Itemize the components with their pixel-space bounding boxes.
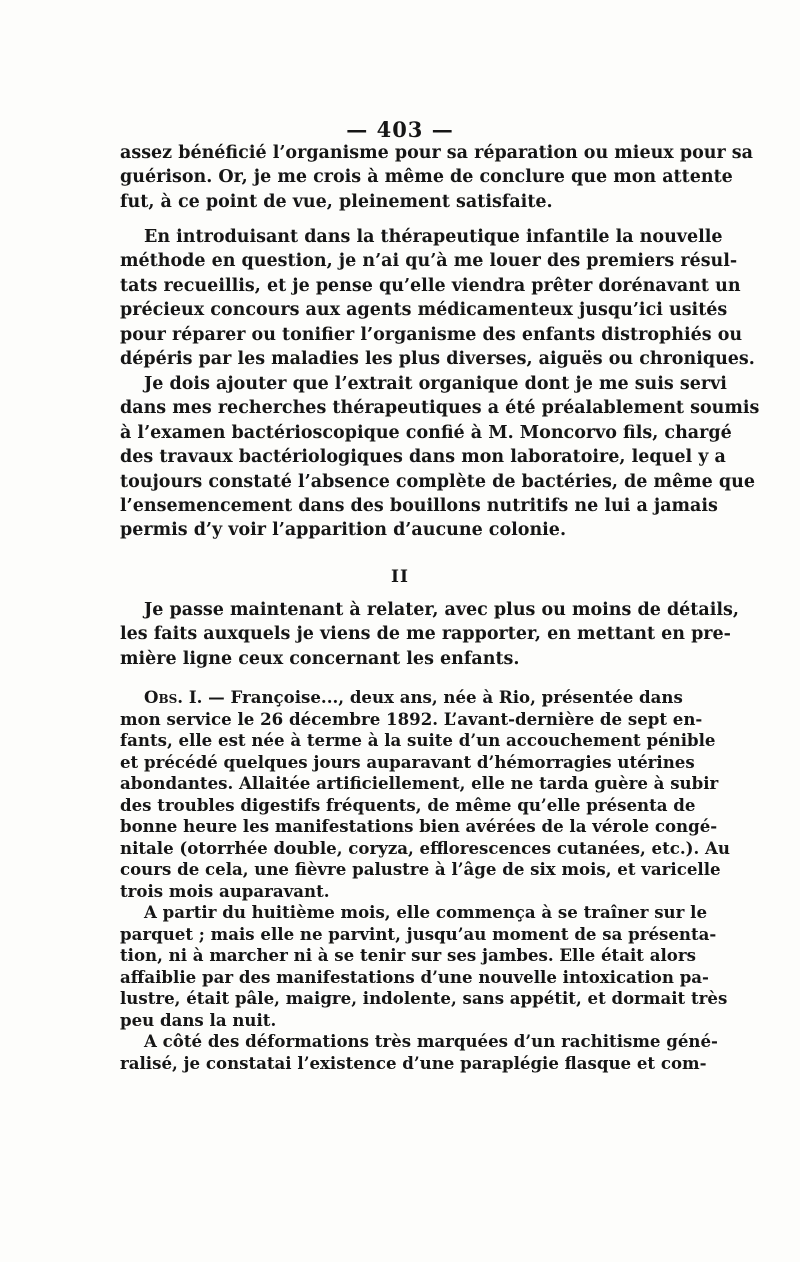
text-line: Je dois ajouter que l’extrait organique dont je me suis servi xyxy=(144,374,727,394)
page-number: — 403 — xyxy=(346,117,454,142)
text-line: guérison. Or, je me crois à même de conclure que mon attente xyxy=(120,167,733,188)
text-line: toujours constaté l’absence complète de bactéries, de même que xyxy=(120,471,755,492)
text-line: assez bénéficié l’organisme pour sa réparation ou mieux pour sa xyxy=(120,143,753,163)
text-line: A côté des déformations très marquées d’un rachitisme géné- xyxy=(144,1031,718,1051)
text-line: permis d’y voir l’apparition d’aucune colonie. xyxy=(120,520,567,541)
text-line: cours de cela, une fièvre palustre à l’âge de six mois, et varicelle xyxy=(120,859,721,879)
text-line: mon service le 26 décembre 1892. L’avant-dernière de sept en- xyxy=(120,708,703,729)
text-line: tats recueillis, et je pense qu’elle viendra prêter dorénavant un xyxy=(120,275,741,296)
text-line: dans mes recherches thérapeutiques a été préalablement soumis xyxy=(120,398,760,419)
paragraph-new-method xyxy=(120,225,755,371)
text-line: dépéris par les maladies les plus diverses, aiguës ou chroniques. xyxy=(120,349,755,370)
text-line: fants, elle est née à terme à la suite d’un accouchement pénible xyxy=(120,730,716,750)
text-line: et précédé quelques jours auparavant d’hémorragies utérines xyxy=(120,751,695,772)
text-line: pour réparer ou tonifier l’organisme des enfants distrophiés ou xyxy=(120,324,743,345)
text-line: tion, ni à marcher ni à se tenir sur ses jambes. Elle était alors xyxy=(120,945,696,965)
text-line: abondantes. Allaitée artificiellement, elle ne tarda guère à subir xyxy=(120,773,719,793)
text-line: à l’examen bactérioscopique confié à M. Moncorvo fils, chargé xyxy=(120,422,732,443)
text-line: lustre, était pâle, maigre, indolente, sans appétit, et dormait très xyxy=(120,988,728,1008)
text-line: l’ensemencement dans des bouillons nutritifs ne lui a jamais xyxy=(120,496,718,517)
text-line: A partir du huitième mois, elle commença à se traîner sur le xyxy=(144,902,707,922)
text-line: précieux concours aux agents médicamenteux jusqu’ici usités xyxy=(120,300,728,321)
text-line: ralisé, je constatai l’existence d’une paraplégie flasque et com- xyxy=(120,1052,707,1073)
paragraph-cases-intro xyxy=(120,598,739,671)
text-line: En introduisant dans la thérapeutique infantile la nouvelle xyxy=(144,227,723,247)
text-line: les faits auxquels je viens de me rapporter, en mettant en pre- xyxy=(120,624,731,645)
text-line: affaiblie par des manifestations d’une nouvelle intoxication pa- xyxy=(120,966,709,987)
section-heading: II xyxy=(391,567,409,587)
text-line: bonne heure les manifestations bien avérées de la vérole congé- xyxy=(120,816,718,836)
text-line: Je passe maintenant à relater, avec plus ou moins de détails, xyxy=(144,600,739,620)
paragraph-extract xyxy=(120,372,760,543)
observation-first-line-text: — Françoise..., deux ans, née à Rio, présentée dans xyxy=(202,687,683,707)
text-line: parquet ; mais elle ne parvint, jusqu’au moment de sa présenta- xyxy=(120,923,717,944)
text-line: mière ligne ceux concernant les enfants. xyxy=(120,648,520,669)
text-line: des travaux bactériologiques dans mon laboratoire, lequel y a xyxy=(120,447,726,468)
text-line: trois mois auparavant. xyxy=(120,880,330,901)
paragraph-deformations xyxy=(120,1031,718,1074)
paragraph-eighth-month xyxy=(120,902,728,1031)
text-line: méthode en question, je n’ai qu’à me louer des premiers résul- xyxy=(120,251,738,272)
text-line: des troubles digestifs fréquents, de même qu’elle présenta de xyxy=(120,794,696,815)
observation-label: Obs. I. xyxy=(144,687,203,707)
paragraph-continuation xyxy=(120,141,753,214)
text-line: fut, à ce point de vue, pleinement satisfaite. xyxy=(120,191,553,212)
observation-1 xyxy=(120,687,730,902)
observation-first-line xyxy=(120,687,683,709)
text-line: nitale (otorrhée double, coryza, efflorescences cutanées, etc.). Au xyxy=(120,837,730,858)
text-line: peu dans la nuit. xyxy=(120,1009,277,1030)
